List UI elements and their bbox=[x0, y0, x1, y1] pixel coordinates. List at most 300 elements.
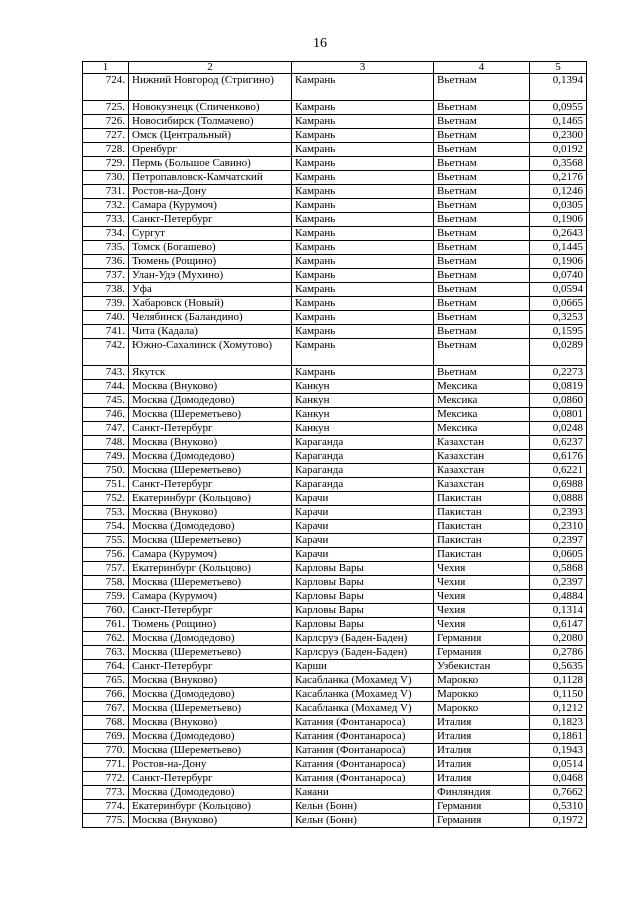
value-cell: 0,1128 bbox=[530, 674, 587, 688]
value-cell: 0,6988 bbox=[530, 478, 587, 492]
table-row bbox=[83, 562, 587, 576]
table-row bbox=[83, 590, 587, 604]
table-row bbox=[83, 255, 587, 269]
value-cell: 0,0860 bbox=[530, 394, 587, 408]
value-cell: 0,1445 bbox=[530, 241, 587, 255]
table-row bbox=[83, 744, 587, 758]
row-number-cell: 775. bbox=[83, 814, 129, 828]
country-cell: Казахстан bbox=[434, 478, 530, 492]
row-number-cell: 754. bbox=[83, 520, 129, 534]
departure-cell: Москва (Шереметьево) bbox=[129, 702, 292, 716]
country-cell: Чехия bbox=[434, 576, 530, 590]
value-cell: 0,0801 bbox=[530, 408, 587, 422]
row-number-cell: 755. bbox=[83, 534, 129, 548]
table-row bbox=[83, 492, 587, 506]
value-cell: 0,1823 bbox=[530, 716, 587, 730]
country-cell: Вьетнам bbox=[434, 366, 530, 380]
value-cell: 0,0192 bbox=[530, 143, 587, 157]
value-cell: 0,4884 bbox=[530, 590, 587, 604]
row-number-cell: 752. bbox=[83, 492, 129, 506]
row-number-cell: 766. bbox=[83, 688, 129, 702]
value-cell: 0,0305 bbox=[530, 199, 587, 213]
destination-cell: Камрань bbox=[292, 115, 434, 129]
value-cell: 0,2080 bbox=[530, 632, 587, 646]
departure-cell: Санкт-Петербург bbox=[129, 422, 292, 436]
row-number-cell: 728. bbox=[83, 143, 129, 157]
country-cell: Италия bbox=[434, 716, 530, 730]
row-number-cell: 724. bbox=[83, 74, 129, 101]
country-cell: Германия bbox=[434, 646, 530, 660]
value-cell: 0,1906 bbox=[530, 213, 587, 227]
departure-cell: Москва (Шереметьево) bbox=[129, 534, 292, 548]
table-row bbox=[83, 241, 587, 255]
table-row bbox=[83, 115, 587, 129]
departure-cell: Москва (Внуково) bbox=[129, 436, 292, 450]
value-cell: 0,6147 bbox=[530, 618, 587, 632]
destination-cell: Катания (Фонтанароса) bbox=[292, 716, 434, 730]
departure-cell: Москва (Домодедово) bbox=[129, 632, 292, 646]
value-cell: 0,2786 bbox=[530, 646, 587, 660]
departure-cell: Тюмень (Рощино) bbox=[129, 618, 292, 632]
departure-cell: Санкт-Петербург bbox=[129, 478, 292, 492]
departure-cell: Москва (Домодедово) bbox=[129, 520, 292, 534]
value-cell: 0,2176 bbox=[530, 171, 587, 185]
departure-cell: Екатеринбург (Кольцово) bbox=[129, 562, 292, 576]
table-row bbox=[83, 213, 587, 227]
destination-cell: Карловы Вары bbox=[292, 604, 434, 618]
destination-cell: Камрань bbox=[292, 171, 434, 185]
departure-cell: Москва (Внуково) bbox=[129, 674, 292, 688]
value-cell: 0,1972 bbox=[530, 814, 587, 828]
value-cell: 0,0955 bbox=[530, 101, 587, 115]
row-number-cell: 763. bbox=[83, 646, 129, 660]
departure-cell: Оренбург bbox=[129, 143, 292, 157]
destination-cell: Касабланка (Мохамед V) bbox=[292, 702, 434, 716]
country-cell: Марокко bbox=[434, 702, 530, 716]
row-number-cell: 771. bbox=[83, 758, 129, 772]
country-cell: Вьетнам bbox=[434, 311, 530, 325]
page-number: 16 bbox=[313, 36, 327, 51]
table-row bbox=[83, 185, 587, 199]
country-cell: Вьетнам bbox=[434, 339, 530, 366]
departure-cell: Тюмень (Рощино) bbox=[129, 255, 292, 269]
row-number-cell: 725. bbox=[83, 101, 129, 115]
departure-cell: Москва (Шереметьево) bbox=[129, 408, 292, 422]
value-cell: 0,0289 bbox=[530, 339, 587, 366]
table-row bbox=[83, 688, 587, 702]
row-number-cell: 757. bbox=[83, 562, 129, 576]
country-cell: Вьетнам bbox=[434, 227, 530, 241]
value-cell: 0,0248 bbox=[530, 422, 587, 436]
table-row bbox=[83, 800, 587, 814]
destination-cell: Камрань bbox=[292, 325, 434, 339]
table-row bbox=[83, 478, 587, 492]
destination-cell: Катания (Фонтанароса) bbox=[292, 758, 434, 772]
departure-cell: Нижний Новгород (Стригино) bbox=[129, 74, 292, 101]
destination-cell: Камрань bbox=[292, 255, 434, 269]
row-number-cell: 730. bbox=[83, 171, 129, 185]
value-cell: 0,2393 bbox=[530, 506, 587, 520]
table-row bbox=[83, 422, 587, 436]
departure-cell: Санкт-Петербург bbox=[129, 213, 292, 227]
table-row bbox=[83, 618, 587, 632]
column-header: 3 bbox=[292, 62, 434, 74]
destination-cell: Карачи bbox=[292, 534, 434, 548]
departure-cell: Самара (Курумоч) bbox=[129, 548, 292, 562]
table-row bbox=[83, 758, 587, 772]
value-cell: 0,0594 bbox=[530, 283, 587, 297]
table-body bbox=[83, 74, 587, 828]
departure-cell: Улан-Удэ (Мухино) bbox=[129, 269, 292, 283]
destination-cell: Караганда bbox=[292, 450, 434, 464]
destination-cell: Караганда bbox=[292, 436, 434, 450]
country-cell: Германия bbox=[434, 800, 530, 814]
country-cell: Вьетнам bbox=[434, 283, 530, 297]
country-cell: Мексика bbox=[434, 422, 530, 436]
destination-cell: Кельн (Бонн) bbox=[292, 814, 434, 828]
country-cell: Вьетнам bbox=[434, 143, 530, 157]
table-row bbox=[83, 227, 587, 241]
value-cell: 0,5310 bbox=[530, 800, 587, 814]
row-number-cell: 762. bbox=[83, 632, 129, 646]
row-number-cell: 758. bbox=[83, 576, 129, 590]
value-cell: 0,0514 bbox=[530, 758, 587, 772]
value-cell: 0,3253 bbox=[530, 311, 587, 325]
destination-cell: Катания (Фонтанароса) bbox=[292, 730, 434, 744]
country-cell: Вьетнам bbox=[434, 171, 530, 185]
destination-cell: Караганда bbox=[292, 464, 434, 478]
departure-cell: Томск (Богашево) bbox=[129, 241, 292, 255]
country-cell: Вьетнам bbox=[434, 297, 530, 311]
table-row bbox=[83, 548, 587, 562]
departure-cell: Санкт-Петербург bbox=[129, 772, 292, 786]
row-number-cell: 748. bbox=[83, 436, 129, 450]
table-row bbox=[83, 814, 587, 828]
row-number-cell: 769. bbox=[83, 730, 129, 744]
departure-cell: Уфа bbox=[129, 283, 292, 297]
destination-cell: Каяани bbox=[292, 786, 434, 800]
table-row bbox=[83, 702, 587, 716]
destination-cell: Камрань bbox=[292, 143, 434, 157]
value-cell: 0,2397 bbox=[530, 576, 587, 590]
departure-cell: Хабаровск (Новый) bbox=[129, 297, 292, 311]
value-cell: 0,0605 bbox=[530, 548, 587, 562]
row-number-cell: 760. bbox=[83, 604, 129, 618]
destination-cell: Камрань bbox=[292, 213, 434, 227]
row-number-cell: 726. bbox=[83, 115, 129, 129]
table-row bbox=[83, 436, 587, 450]
country-cell: Марокко bbox=[434, 674, 530, 688]
value-cell: 0,6176 bbox=[530, 450, 587, 464]
table-row bbox=[83, 576, 587, 590]
row-number-cell: 742. bbox=[83, 339, 129, 366]
value-cell: 0,2643 bbox=[530, 227, 587, 241]
row-number-cell: 747. bbox=[83, 422, 129, 436]
destination-cell: Карлсруэ (Баден-Баден) bbox=[292, 646, 434, 660]
table-row bbox=[83, 506, 587, 520]
row-number-cell: 739. bbox=[83, 297, 129, 311]
destination-cell: Камрань bbox=[292, 101, 434, 115]
departure-cell: Самара (Курумоч) bbox=[129, 199, 292, 213]
table-row bbox=[83, 604, 587, 618]
row-number-cell: 773. bbox=[83, 786, 129, 800]
country-cell: Узбекистан bbox=[434, 660, 530, 674]
table-row bbox=[83, 283, 587, 297]
value-cell: 0,2273 bbox=[530, 366, 587, 380]
country-cell: Вьетнам bbox=[434, 325, 530, 339]
table-row bbox=[83, 297, 587, 311]
destination-cell: Камрань bbox=[292, 339, 434, 366]
country-cell: Мексика bbox=[434, 408, 530, 422]
row-number-cell: 761. bbox=[83, 618, 129, 632]
destination-cell: Камрань bbox=[292, 199, 434, 213]
row-number-cell: 727. bbox=[83, 129, 129, 143]
country-cell: Вьетнам bbox=[434, 129, 530, 143]
row-number-cell: 743. bbox=[83, 366, 129, 380]
destination-cell: Карловы Вары bbox=[292, 576, 434, 590]
row-number-cell: 741. bbox=[83, 325, 129, 339]
departure-cell: Санкт-Петербург bbox=[129, 660, 292, 674]
table-header-row bbox=[83, 62, 587, 74]
departure-cell: Екатеринбург (Кольцово) bbox=[129, 800, 292, 814]
destination-cell: Катания (Фонтанароса) bbox=[292, 772, 434, 786]
table-row bbox=[83, 129, 587, 143]
row-number-cell: 729. bbox=[83, 157, 129, 171]
destination-cell: Канкун bbox=[292, 408, 434, 422]
country-cell: Италия bbox=[434, 744, 530, 758]
destination-cell: Камрань bbox=[292, 283, 434, 297]
destination-cell: Карловы Вары bbox=[292, 562, 434, 576]
column-header: 2 bbox=[129, 62, 292, 74]
row-number-cell: 746. bbox=[83, 408, 129, 422]
table-row bbox=[83, 339, 587, 366]
table-row bbox=[83, 450, 587, 464]
value-cell: 0,1246 bbox=[530, 185, 587, 199]
table-row bbox=[83, 660, 587, 674]
departure-cell: Москва (Домодедово) bbox=[129, 786, 292, 800]
country-cell: Вьетнам bbox=[434, 241, 530, 255]
table-row bbox=[83, 786, 587, 800]
row-number-cell: 768. bbox=[83, 716, 129, 730]
row-number-cell: 750. bbox=[83, 464, 129, 478]
row-number-cell: 759. bbox=[83, 590, 129, 604]
departure-cell: Москва (Внуково) bbox=[129, 814, 292, 828]
departure-cell: Южно-Сахалинск (Хомутово) bbox=[129, 339, 292, 366]
country-cell: Пакистан bbox=[434, 534, 530, 548]
destination-cell: Караганда bbox=[292, 478, 434, 492]
table-row bbox=[83, 632, 587, 646]
value-cell: 0,2310 bbox=[530, 520, 587, 534]
destination-cell: Карши bbox=[292, 660, 434, 674]
destination-cell: Касабланка (Мохамед V) bbox=[292, 688, 434, 702]
row-number-cell: 764. bbox=[83, 660, 129, 674]
table-row bbox=[83, 366, 587, 380]
country-cell: Мексика bbox=[434, 380, 530, 394]
destination-cell: Камрань bbox=[292, 297, 434, 311]
country-cell: Марокко bbox=[434, 688, 530, 702]
destination-cell: Катания (Фонтанароса) bbox=[292, 744, 434, 758]
destination-cell: Камрань bbox=[292, 129, 434, 143]
departure-cell: Москва (Домодедово) bbox=[129, 730, 292, 744]
table-row bbox=[83, 171, 587, 185]
row-number-cell: 767. bbox=[83, 702, 129, 716]
country-cell: Вьетнам bbox=[434, 74, 530, 101]
table-row bbox=[83, 394, 587, 408]
departure-cell: Москва (Внуково) bbox=[129, 716, 292, 730]
column-header: 1 bbox=[83, 62, 129, 74]
table-row bbox=[83, 408, 587, 422]
value-cell: 0,1861 bbox=[530, 730, 587, 744]
destination-cell: Камрань bbox=[292, 269, 434, 283]
country-cell: Чехия bbox=[434, 562, 530, 576]
row-number-cell: 772. bbox=[83, 772, 129, 786]
table-row bbox=[83, 716, 587, 730]
destination-cell: Канкун bbox=[292, 422, 434, 436]
table-row bbox=[83, 674, 587, 688]
table-row bbox=[83, 730, 587, 744]
destination-cell: Канкун bbox=[292, 380, 434, 394]
departure-cell: Москва (Шереметьево) bbox=[129, 576, 292, 590]
country-cell: Казахстан bbox=[434, 450, 530, 464]
value-cell: 0,3568 bbox=[530, 157, 587, 171]
table-row bbox=[83, 101, 587, 115]
destination-cell: Карачи bbox=[292, 492, 434, 506]
table-row bbox=[83, 325, 587, 339]
country-cell: Пакистан bbox=[434, 492, 530, 506]
country-cell: Пакистан bbox=[434, 520, 530, 534]
table-row bbox=[83, 520, 587, 534]
row-number-cell: 745. bbox=[83, 394, 129, 408]
departure-cell: Екатеринбург (Кольцово) bbox=[129, 492, 292, 506]
routes-table bbox=[82, 61, 587, 828]
departure-cell: Москва (Внуково) bbox=[129, 380, 292, 394]
country-cell: Вьетнам bbox=[434, 185, 530, 199]
departure-cell: Москва (Домодедово) bbox=[129, 450, 292, 464]
departure-cell: Москва (Домодедово) bbox=[129, 688, 292, 702]
country-cell: Пакистан bbox=[434, 506, 530, 520]
country-cell: Италия bbox=[434, 772, 530, 786]
destination-cell: Канкун bbox=[292, 394, 434, 408]
value-cell: 0,0888 bbox=[530, 492, 587, 506]
row-number-cell: 732. bbox=[83, 199, 129, 213]
departure-cell: Якутск bbox=[129, 366, 292, 380]
value-cell: 0,6237 bbox=[530, 436, 587, 450]
row-number-cell: 738. bbox=[83, 283, 129, 297]
departure-cell: Москва (Домодедово) bbox=[129, 394, 292, 408]
departure-cell: Москва (Внуково) bbox=[129, 506, 292, 520]
table-row bbox=[83, 157, 587, 171]
country-cell: Чехия bbox=[434, 618, 530, 632]
country-cell: Пакистан bbox=[434, 548, 530, 562]
value-cell: 0,5635 bbox=[530, 660, 587, 674]
row-number-cell: 753. bbox=[83, 506, 129, 520]
row-number-cell: 744. bbox=[83, 380, 129, 394]
value-cell: 0,1394 bbox=[530, 74, 587, 101]
country-cell: Казахстан bbox=[434, 464, 530, 478]
departure-cell: Челябинск (Баландино) bbox=[129, 311, 292, 325]
country-cell: Мексика bbox=[434, 394, 530, 408]
row-number-cell: 735. bbox=[83, 241, 129, 255]
country-cell: Вьетнам bbox=[434, 101, 530, 115]
destination-cell: Камрань bbox=[292, 311, 434, 325]
departure-cell: Ростов-на-Дону bbox=[129, 185, 292, 199]
row-number-cell: 756. bbox=[83, 548, 129, 562]
value-cell: 0,1906 bbox=[530, 255, 587, 269]
value-cell: 0,2300 bbox=[530, 129, 587, 143]
table-row bbox=[83, 534, 587, 548]
country-cell: Чехия bbox=[434, 590, 530, 604]
destination-cell: Камрань bbox=[292, 157, 434, 171]
table-row bbox=[83, 143, 587, 157]
table-row bbox=[83, 464, 587, 478]
table-row bbox=[83, 646, 587, 660]
country-cell: Италия bbox=[434, 730, 530, 744]
country-cell: Вьетнам bbox=[434, 115, 530, 129]
destination-cell: Кельн (Бонн) bbox=[292, 800, 434, 814]
destination-cell: Камрань bbox=[292, 185, 434, 199]
country-cell: Германия bbox=[434, 632, 530, 646]
destination-cell: Камрань bbox=[292, 74, 434, 101]
value-cell: 0,1595 bbox=[530, 325, 587, 339]
value-cell: 0,1465 bbox=[530, 115, 587, 129]
row-number-cell: 774. bbox=[83, 800, 129, 814]
value-cell: 0,0819 bbox=[530, 380, 587, 394]
departure-cell: Новокузнецк (Спиченково) bbox=[129, 101, 292, 115]
departure-cell: Сургут bbox=[129, 227, 292, 241]
row-number-cell: 734. bbox=[83, 227, 129, 241]
destination-cell: Камрань bbox=[292, 227, 434, 241]
country-cell: Финляндия bbox=[434, 786, 530, 800]
row-number-cell: 733. bbox=[83, 213, 129, 227]
value-cell: 0,1150 bbox=[530, 688, 587, 702]
destination-cell: Камрань bbox=[292, 366, 434, 380]
table-row bbox=[83, 269, 587, 283]
country-cell: Вьетнам bbox=[434, 213, 530, 227]
destination-cell: Карлсруэ (Баден-Баден) bbox=[292, 632, 434, 646]
departure-cell: Самара (Курумоч) bbox=[129, 590, 292, 604]
country-cell: Чехия bbox=[434, 604, 530, 618]
country-cell: Германия bbox=[434, 814, 530, 828]
row-number-cell: 736. bbox=[83, 255, 129, 269]
value-cell: 0,0468 bbox=[530, 772, 587, 786]
departure-cell: Москва (Шереметьево) bbox=[129, 646, 292, 660]
value-cell: 0,7662 bbox=[530, 786, 587, 800]
country-cell: Вьетнам bbox=[434, 157, 530, 171]
departure-cell: Москва (Шереметьево) bbox=[129, 744, 292, 758]
departure-cell: Москва (Шереметьево) bbox=[129, 464, 292, 478]
departure-cell: Чита (Кадала) bbox=[129, 325, 292, 339]
country-cell: Италия bbox=[434, 758, 530, 772]
value-cell: 0,1212 bbox=[530, 702, 587, 716]
country-cell: Вьетнам bbox=[434, 269, 530, 283]
row-number-cell: 751. bbox=[83, 478, 129, 492]
departure-cell: Пермь (Большое Савино) bbox=[129, 157, 292, 171]
destination-cell: Карловы Вары bbox=[292, 590, 434, 604]
destination-cell: Камрань bbox=[292, 241, 434, 255]
value-cell: 0,0665 bbox=[530, 297, 587, 311]
row-number-cell: 765. bbox=[83, 674, 129, 688]
row-number-cell: 749. bbox=[83, 450, 129, 464]
value-cell: 0,5868 bbox=[530, 562, 587, 576]
departure-cell: Ростов-на-Дону bbox=[129, 758, 292, 772]
row-number-cell: 740. bbox=[83, 311, 129, 325]
country-cell: Вьетнам bbox=[434, 255, 530, 269]
table-row bbox=[83, 311, 587, 325]
table-row bbox=[83, 380, 587, 394]
value-cell: 0,1943 bbox=[530, 744, 587, 758]
table-row bbox=[83, 772, 587, 786]
country-cell: Казахстан bbox=[434, 436, 530, 450]
